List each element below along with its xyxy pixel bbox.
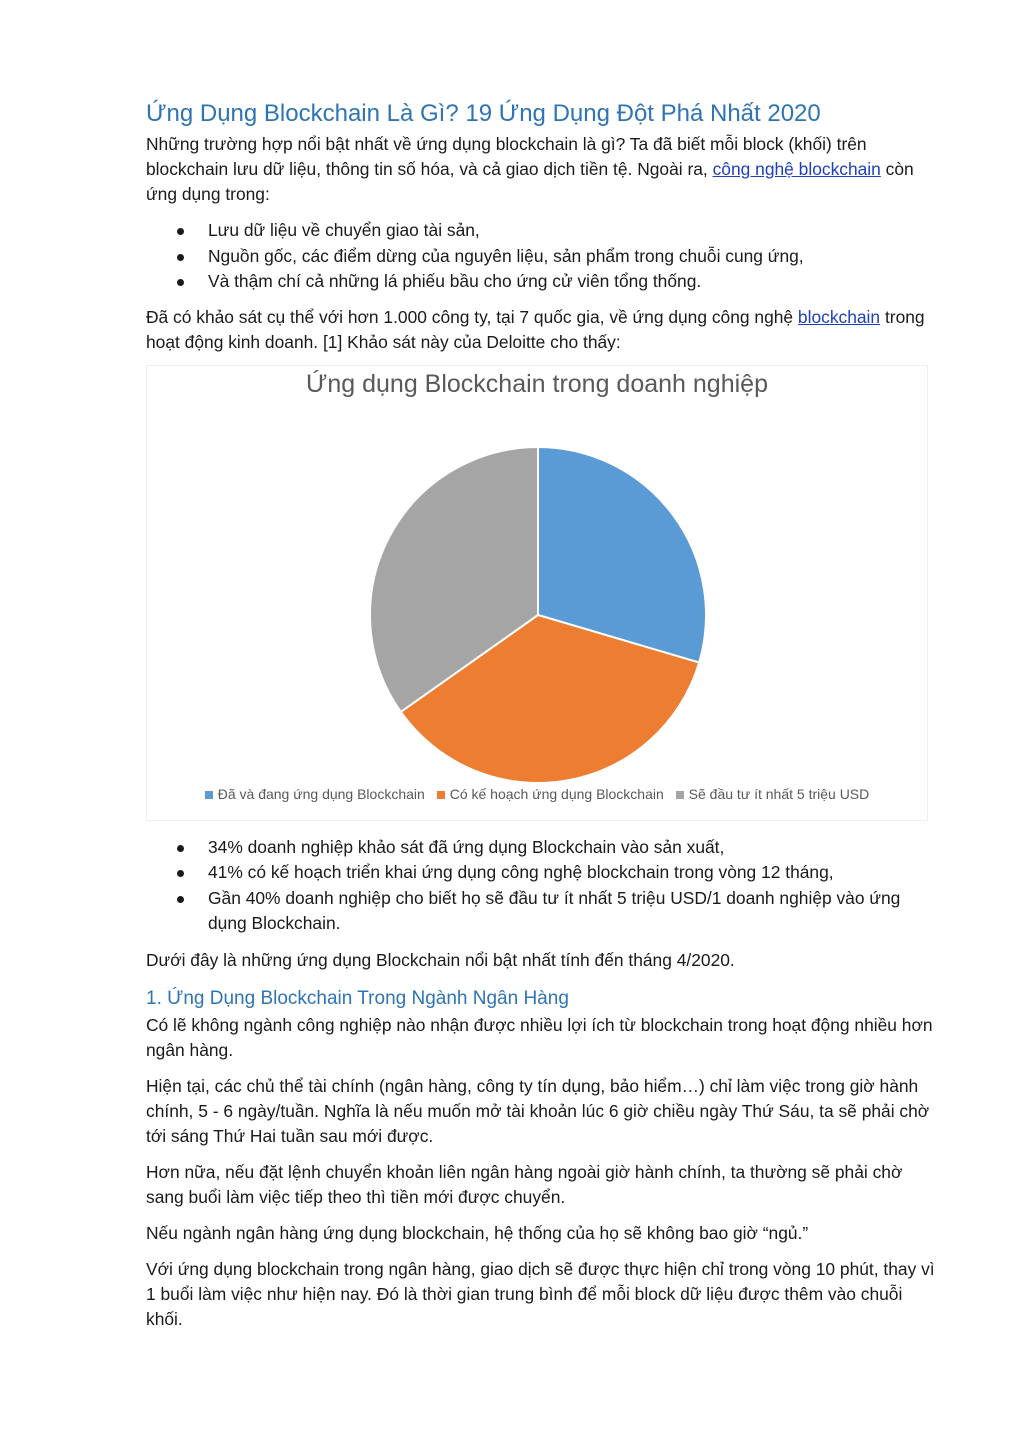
bullet-icon (177, 279, 184, 286)
legend-swatch-gray (676, 791, 684, 799)
list-item-text: 34% doanh nghiệp khảo sát đã ứng dụng Blockchain vào sản xuất, (208, 836, 725, 857)
list-item (146, 835, 936, 861)
list-item-text: 41% có kế hoạch triển khai ứng dụng công nghệ blockchain trong vòng 12 tháng, (208, 862, 834, 882)
list-item-text: Nguồn gốc, các điểm dừng của nguyên liệu, sản phẩm trong chuỗi cung ứng, (208, 245, 804, 266)
body-paragraph: Hiện tại, các chủ thể tài chính (ngân hàng, công ty tín dụng, bảo hiểm…) chỉ làm việc trong giờ hành chính, 5 - 6 ngày/tuần. Nghĩa là nếu muốn mở tài khoản lúc 6 giờ chiều ngày Thứ Sáu, ta sẽ phải chờ tới sáng Thứ Hai tuần sau mới được. (146, 1075, 930, 1146)
legend-label: Đã và đang ứng dụng Blockchain (217, 785, 425, 802)
list-item-text: Và thậm chí cả những lá phiếu bầu cho ứng cử viên tổng thống. (208, 271, 702, 291)
body-paragraph: Có lẽ không ngành công nghiệp nào nhận được nhiều lợi ích từ blockchain trong hoạt động nhiều hơn ngân hàng. (146, 1014, 933, 1060)
legend-swatch-blue (205, 791, 213, 799)
bullet-icon (177, 896, 184, 903)
intro-text-end: còn ứng dụng trong: (146, 159, 914, 204)
legend-swatch-orange (437, 791, 445, 799)
chart-legend (147, 786, 927, 802)
intro-text: Những trường hợp nổi bật nhất về ứng dụng blockchain là gì? Ta đã biết mỗi block (khối) trên blockchain lưu dữ liệu, thông tin số hóa, và cả giao dịch tiền tệ. Ngoài ra, (146, 134, 867, 179)
bullet-icon (177, 845, 184, 852)
legend-label: Có kế hoạch ứng dụng Blockchain (449, 785, 664, 802)
blockchain-link[interactable]: blockchain (797, 306, 881, 327)
stats-list (146, 835, 936, 937)
pie-chart (146, 365, 928, 821)
list-item (146, 269, 936, 295)
body-paragraph: Hơn nữa, nếu đặt lệnh chuyển khoản liên ngân hàng ngoài giờ hành chính, ta thường sẽ phải chờ sang buổi làm việc tiếp theo thì tiền mới được chuyển. (146, 1161, 903, 1207)
list-item-text: Gần 40% doanh nghiệp cho biết họ sẽ đầu tư ít nhất 5 triệu USD/1 doanh nghiệp vào ứng dụng Blockchain. (208, 887, 901, 933)
bullet-icon (177, 870, 184, 877)
uses-list (146, 218, 936, 295)
body-paragraph: Với ứng dụng blockchain trong ngân hàng, giao dịch sẽ được thực hiện chỉ trong vòng 10 phút, thay vì 1 buổi làm việc như hiện nay. Đó là thời gian trung bình để mỗi block dữ liệu được thêm vào chuỗi khối. (146, 1258, 935, 1329)
legend-item (437, 786, 664, 802)
article-title: Ứng Dụng Blockchain Là Gì? 19 Ứng Dụng Đột Phá Nhất 2020 (146, 100, 821, 127)
legend-item (676, 786, 870, 802)
legend-item (205, 786, 425, 802)
list-item-text: Lưu dữ liệu về chuyển giao tài sản, (208, 220, 480, 240)
chart-title: Ứng dụng Blockchain trong doanh nghiệp (306, 369, 768, 398)
blockchain-technology-link[interactable]: công nghệ blockchain (712, 159, 881, 179)
survey-paragraph (146, 305, 936, 355)
bullet-icon (177, 228, 184, 235)
intro-paragraph (146, 132, 936, 207)
section-heading: 1. Ứng Dụng Blockchain Trong Ngành Ngân Hàng (146, 987, 569, 1009)
legend-label: Sẽ đầu tư ít nhất 5 triệu USD (688, 785, 870, 802)
bullet-icon (177, 254, 184, 261)
list-item (146, 860, 936, 886)
list-item (146, 886, 936, 937)
body-paragraph: Nếu ngành ngân hàng ứng dụng blockchain, hệ thống của họ sẽ không bao giờ “ngủ.” (146, 1222, 809, 1243)
list-item (146, 218, 936, 244)
pie-svg (147, 366, 929, 822)
survey-text-end: trong hoạt động kinh doanh. [1] Khảo sát này của Deloitte cho thấy: (146, 306, 925, 352)
survey-text: Đã có khảo sát cụ thể với hơn 1.000 công ty, tại 7 quốc gia, về ứng dụng công nghệ (146, 306, 798, 327)
document-page (146, 96, 936, 1332)
lead-in-paragraph: Dưới đây là những ứng dụng Blockchain nổi bật nhất tính đến tháng 4/2020. (146, 949, 735, 970)
list-item (146, 244, 936, 270)
